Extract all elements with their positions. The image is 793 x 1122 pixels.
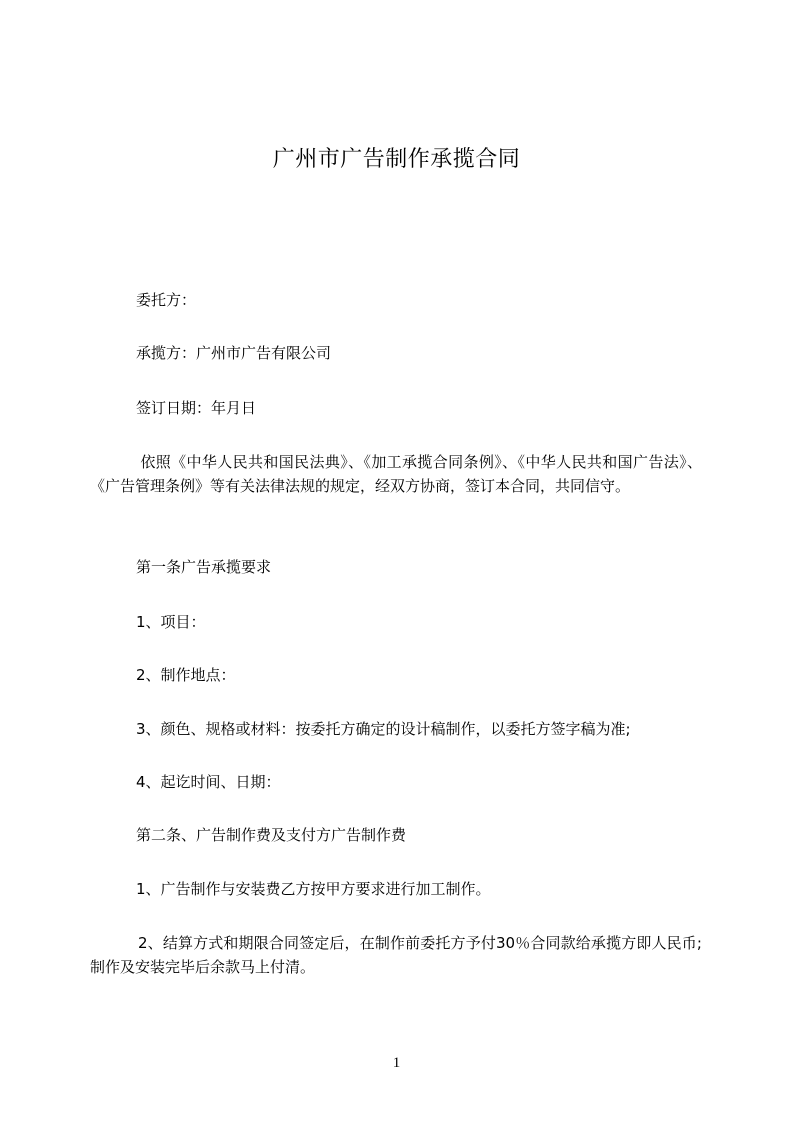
article1-item1: 1、项目： bbox=[136, 613, 206, 631]
article2-item2 bbox=[90, 931, 702, 979]
intro-paragraph bbox=[90, 450, 702, 498]
article2-heading: 第二条、广告制作费及支付方广告制作费 bbox=[136, 826, 407, 844]
document-title: 广州市广告制作承揽合同 bbox=[272, 147, 521, 172]
intro-paragraph-text: 依照《中华人民共和国民法典》、《加工承揽合同条例》、《中华人民共和国广告法》、《广告管理条例》等有关法律法规的规定，经双方协商，签订本合同，共同信守。 bbox=[90, 453, 702, 495]
article2-item2-text: 2、结算方式和期限合同签定后，在制作前委托方予付30％合同款给承揽方即人民币;制作及安装完毕后余款马上付清。 bbox=[90, 934, 702, 976]
client-label: 委托方： bbox=[136, 291, 197, 309]
article1-heading: 第一条广告承揽要求 bbox=[136, 558, 272, 576]
article2-item1: 1、广告制作与安装费乙方按甲方要求进行加工制作。 bbox=[136, 880, 491, 898]
article1-item3: 3、颜色、规格或材料：按委托方确定的设计稿制作，以委托方签字稿为准; bbox=[136, 720, 631, 738]
contractor-line: 承揽方：广州市广告有限公司 bbox=[136, 344, 332, 362]
sign-date-line: 签订日期：年月日 bbox=[136, 399, 257, 417]
article1-item2: 2、制作地点： bbox=[136, 666, 236, 684]
article1-item4: 4、起讫时间、日期： bbox=[136, 773, 281, 791]
page-number: 1 bbox=[392, 1055, 401, 1071]
